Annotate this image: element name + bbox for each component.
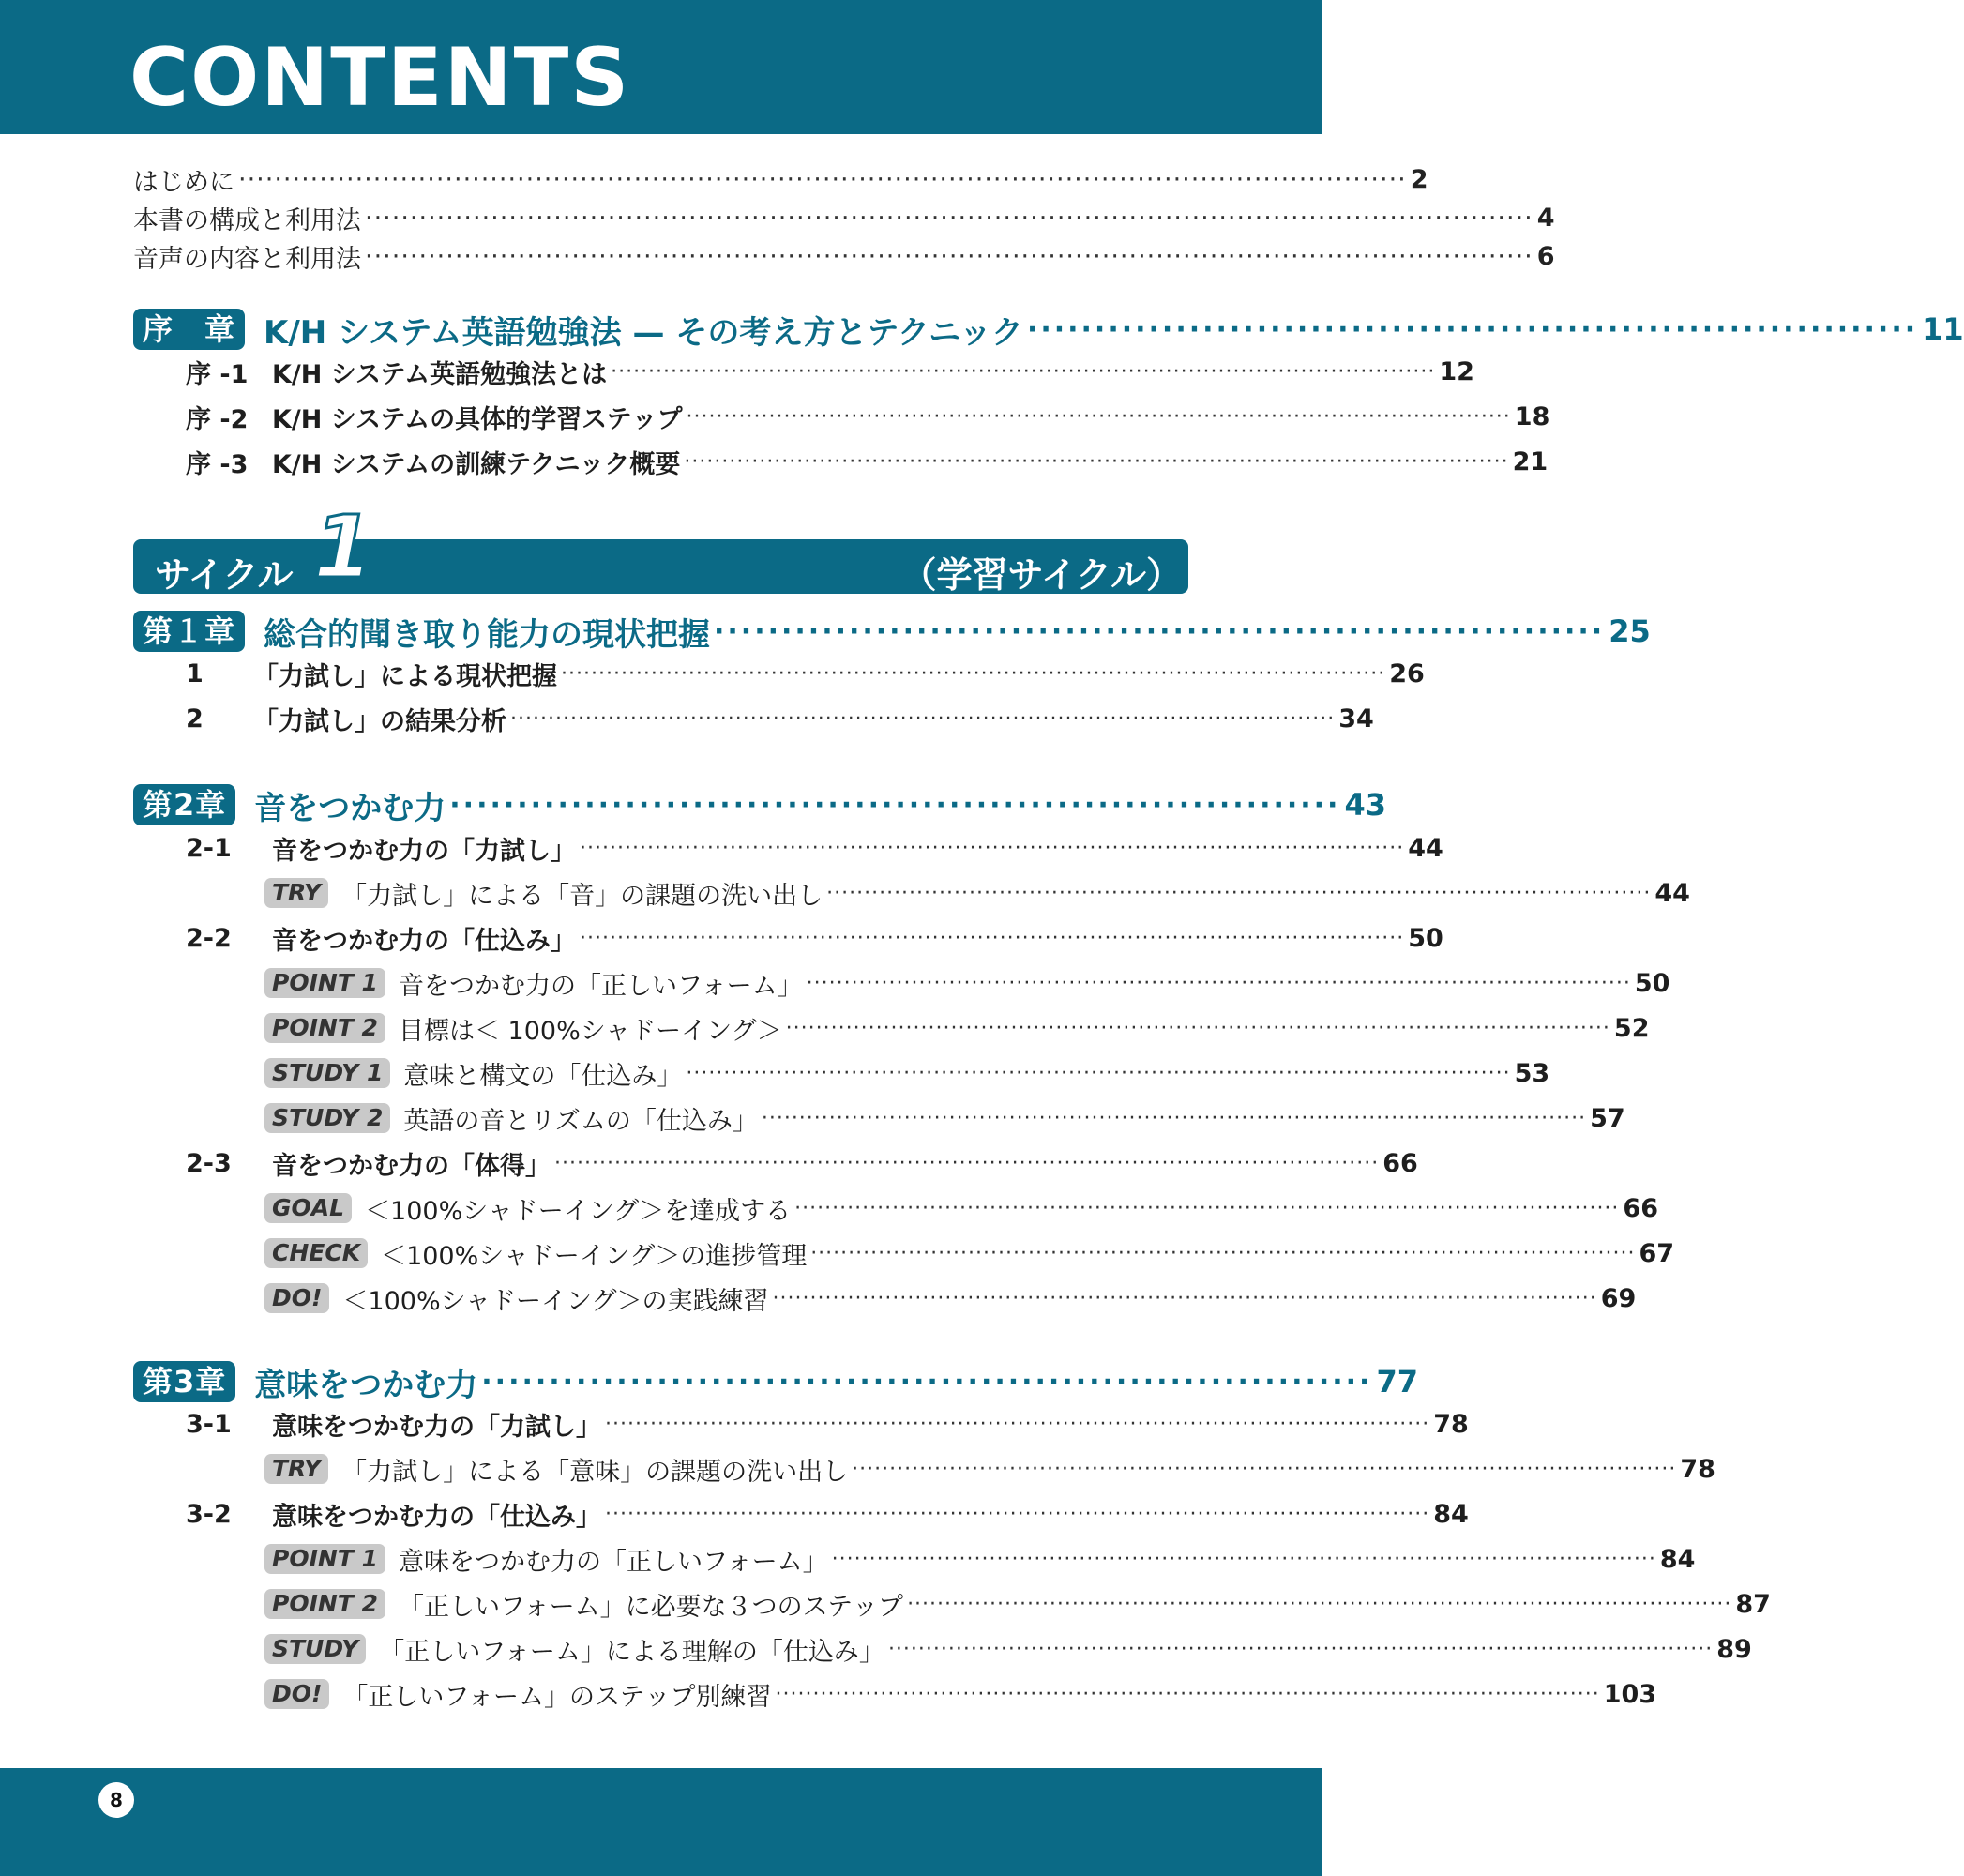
toc-section[interactable] <box>186 829 1443 867</box>
item-title: 意味をつかむ力の「正しいフォーム」 <box>398 1547 828 1577</box>
dot-leader: ·································································································································· <box>238 164 1407 194</box>
section-title: K/H システム英語勉強法とは <box>272 359 608 389</box>
item-tag: TRY <box>264 1454 328 1484</box>
entry-page: 4 <box>1536 203 1555 233</box>
section-page: 78 <box>1433 1409 1469 1439</box>
dot-leader: ·································································· <box>714 614 1606 648</box>
entry-title: 本書の構成と利用法 <box>133 205 361 235</box>
item-title: ＜100%シャドーイング＞を達成する <box>365 1196 792 1226</box>
chapter-title: 総合的聞き取り能力の現状把握 <box>264 615 711 654</box>
section-number: 序 -2 <box>186 404 249 434</box>
item-title: 目標は＜ 100%シャドーイング＞ <box>398 1016 782 1046</box>
section-title: 意味をつかむ力の「仕込み」 <box>272 1502 601 1532</box>
dot-leader: ·············································································································· <box>580 836 1405 860</box>
item-title: ＜100%シャドーイング＞の実践練習 <box>342 1286 769 1316</box>
entry-page: 2 <box>1410 164 1428 194</box>
toc-subitem[interactable] <box>264 1009 1650 1047</box>
dot-leader: ·············································································································· <box>561 661 1386 686</box>
dot-leader: ·············································································································· <box>605 1502 1430 1526</box>
dot-leader: ·············································································································· <box>605 1412 1430 1436</box>
item-title: 「正しいフォーム」に必要な３つのステップ <box>398 1592 904 1622</box>
section-page: 66 <box>1382 1148 1418 1178</box>
section-number: 2-3 <box>186 1148 232 1178</box>
entry-title: はじめに <box>133 167 234 197</box>
item-tag: POINT 1 <box>264 1544 385 1574</box>
section-title: 音をつかむ力の「仕込み」 <box>272 926 576 956</box>
dot-leader: ·············································································································· <box>686 404 1511 429</box>
dot-leader: ·············································································································· <box>810 1241 1636 1265</box>
toc-section[interactable] <box>186 655 1425 692</box>
item-page: 87 <box>1735 1589 1771 1619</box>
dot-leader: ·································································· <box>449 788 1341 822</box>
toc-subitem[interactable] <box>264 1054 1550 1092</box>
page-title: CONTENTS <box>129 31 631 125</box>
item-page: 52 <box>1613 1013 1650 1043</box>
item-page: 67 <box>1639 1238 1675 1268</box>
item-page: 44 <box>1654 878 1690 908</box>
chapter-title: 音をつかむ力 <box>254 789 446 827</box>
section-title: 音をつかむ力の「体得」 <box>272 1151 551 1181</box>
item-page: 66 <box>1623 1193 1658 1223</box>
section-page: 26 <box>1389 658 1425 688</box>
toc-section[interactable] <box>186 1144 1418 1182</box>
item-tag: POINT 1 <box>264 968 385 998</box>
chapter-page: 77 <box>1376 1364 1418 1399</box>
dot-leader: ·············································································································· <box>761 1106 1587 1130</box>
item-title: 「力試し」による「意味」の課題の洗い出し <box>341 1457 849 1487</box>
dot-leader: ·································································································································· <box>365 241 1533 271</box>
section-page: 44 <box>1408 833 1443 863</box>
chapter-badge: 序 章 <box>133 309 245 350</box>
cycle-number: 1 <box>313 497 374 598</box>
chapter-page: 43 <box>1344 787 1386 823</box>
chapter-page: 25 <box>1609 613 1651 649</box>
toc-entry-intro[interactable] <box>133 200 1555 235</box>
dot-leader: ·············································································································· <box>510 706 1336 731</box>
section-number: 3-1 <box>186 1409 232 1439</box>
section-page: 12 <box>1439 356 1474 386</box>
section-number: 3-2 <box>186 1499 232 1529</box>
dot-leader: ·············································································································· <box>684 449 1509 474</box>
dot-leader: ·············································································································· <box>907 1592 1732 1616</box>
dot-leader: ·············································································································· <box>831 1547 1656 1571</box>
section-page: 18 <box>1514 401 1550 431</box>
section-number: 2 <box>186 704 204 734</box>
item-page: 89 <box>1716 1634 1752 1664</box>
section-title: 音をつかむ力の「力試し」 <box>272 836 576 866</box>
chapter-heading-3[interactable] <box>133 1360 1418 1404</box>
item-title: 「力試し」による「音」の課題の洗い出し <box>341 881 823 911</box>
entry-page: 6 <box>1536 241 1555 271</box>
chapter-badge: 第3章 <box>133 1361 235 1402</box>
chapter-title: 意味をつかむ力 <box>254 1366 478 1404</box>
item-title: 「正しいフォーム」による理解の「仕込み」 <box>379 1637 884 1667</box>
section-number: 序 -1 <box>186 359 249 389</box>
chapter-heading-prologue[interactable] <box>133 308 1964 352</box>
item-tag: DO! <box>264 1679 329 1709</box>
section-title: 意味をつかむ力の「力試し」 <box>272 1412 601 1442</box>
item-tag: STUDY 2 <box>264 1103 390 1133</box>
toc-entry-intro[interactable] <box>133 238 1555 274</box>
section-title: 「力試し」による現状把握 <box>253 661 557 691</box>
toc-subitem[interactable] <box>264 1585 1771 1623</box>
toc-subitem[interactable] <box>264 1630 1752 1668</box>
section-number: 2-1 <box>186 833 232 863</box>
toc-subitem[interactable] <box>264 1279 1637 1317</box>
item-tag: POINT 2 <box>264 1589 385 1619</box>
section-title: 「力試し」の結果分析 <box>253 706 506 736</box>
item-title: 意味と構文の「仕込み」 <box>403 1061 683 1091</box>
dot-leader: ·············································································································· <box>554 1151 1380 1175</box>
dot-leader: ·············································································································· <box>887 1637 1714 1661</box>
item-tag: STUDY 1 <box>264 1058 390 1088</box>
dot-leader: ·············································································································· <box>686 1061 1511 1085</box>
cycle-label: サイクル <box>155 554 294 596</box>
section-number: 2-2 <box>186 923 232 953</box>
section-page: 84 <box>1433 1499 1469 1529</box>
toc-subitem[interactable] <box>264 964 1670 1002</box>
toc-subitem[interactable] <box>264 1189 1658 1227</box>
toc-subitem[interactable] <box>264 1099 1625 1137</box>
cycle-subtitle: （学習サイクル） <box>900 554 1182 596</box>
item-tag: GOAL <box>264 1193 352 1223</box>
dot-leader: ·············································································································· <box>775 1682 1600 1706</box>
toc-subitem[interactable] <box>264 874 1690 912</box>
item-page: 84 <box>1659 1544 1696 1574</box>
chapter-page: 11 <box>1922 311 1964 347</box>
footer-band <box>0 1768 1322 1876</box>
section-title: K/H システムの訓練テクニック概要 <box>272 449 681 479</box>
item-title: 音をつかむ力の「正しいフォーム」 <box>398 971 803 1001</box>
toc-subitem[interactable] <box>264 1675 1657 1713</box>
chapter-badge: 第2章 <box>133 784 235 825</box>
dot-leader: ·············································································································· <box>580 926 1405 950</box>
toc-section[interactable] <box>186 398 1550 435</box>
dot-leader: ·············································································································· <box>611 359 1436 384</box>
dot-leader: ·································································· <box>481 1365 1373 1399</box>
toc-subitem[interactable] <box>264 1234 1675 1272</box>
entry-title: 音声の内容と利用法 <box>133 244 361 274</box>
toc-section[interactable] <box>186 919 1443 957</box>
toc-section[interactable] <box>186 443 1549 480</box>
dot-leader: ·································································································································· <box>365 203 1533 233</box>
item-tag: CHECK <box>264 1238 368 1268</box>
section-page: 21 <box>1512 446 1549 477</box>
chapter-heading-2[interactable] <box>133 783 1386 827</box>
item-page: 57 <box>1590 1103 1625 1133</box>
toc-section[interactable] <box>186 1405 1469 1443</box>
toc-entry-intro[interactable] <box>133 161 1428 197</box>
item-title: 英語の音とリズムの「仕込み」 <box>403 1106 758 1136</box>
toc-section[interactable] <box>186 353 1474 390</box>
dot-leader: ·············································································································· <box>785 1016 1610 1040</box>
page-number: 8 <box>98 1782 134 1818</box>
item-tag: POINT 2 <box>264 1013 385 1043</box>
toc-section[interactable] <box>186 1495 1469 1533</box>
toc-subitem[interactable] <box>264 1450 1715 1488</box>
dot-leader: ·············································································································· <box>852 1457 1677 1481</box>
toc-subitem[interactable] <box>264 1540 1696 1578</box>
dot-leader: ·············································································································· <box>794 1196 1620 1220</box>
item-page: 78 <box>1680 1454 1715 1484</box>
dot-leader: ·································································· <box>1026 312 1919 346</box>
item-page: 103 <box>1603 1679 1657 1709</box>
item-title: 「正しいフォーム」のステップ別練習 <box>342 1682 772 1712</box>
dot-leader: ·············································································································· <box>772 1286 1597 1310</box>
section-title: K/H システムの具体的学習ステップ <box>272 404 683 434</box>
toc-section[interactable] <box>186 700 1374 737</box>
item-title: ＜100%シャドーイング＞の進捗管理 <box>381 1241 808 1271</box>
item-tag: STUDY <box>264 1634 366 1664</box>
item-page: 53 <box>1514 1058 1550 1088</box>
chapter-badge: 第１章 <box>133 611 245 652</box>
item-page: 69 <box>1600 1283 1637 1313</box>
item-tag: DO! <box>264 1283 329 1313</box>
chapter-title: K/H システム英語勉強法 — その考え方とテクニック <box>264 313 1023 352</box>
chapter-heading-1[interactable] <box>133 610 1651 654</box>
section-number: 序 -3 <box>186 449 249 479</box>
item-page: 50 <box>1634 968 1670 998</box>
section-page: 34 <box>1338 704 1374 734</box>
section-number: 1 <box>186 658 204 688</box>
dot-leader: ·············································································································· <box>826 881 1652 905</box>
section-page: 50 <box>1408 923 1443 953</box>
item-tag: TRY <box>264 878 328 908</box>
dot-leader: ·············································································································· <box>806 971 1631 995</box>
